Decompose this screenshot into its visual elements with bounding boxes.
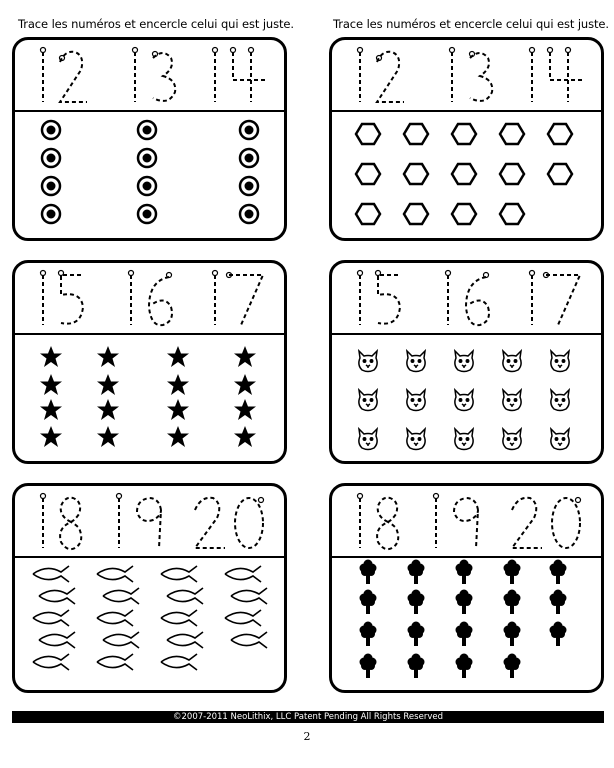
- tracing-numbers-row: [332, 263, 601, 335]
- counting-area: [15, 558, 284, 690]
- dashed-numbers-15-16-17: [15, 263, 284, 333]
- exercise-card-4: [329, 260, 604, 464]
- counting-area: [332, 112, 601, 238]
- tracing-numbers-row: [332, 486, 601, 558]
- exercise-card-1: [12, 37, 287, 241]
- instruction-text-right: Trace les numéros et encercle celui qui est juste.: [333, 17, 609, 31]
- instruction-text-left: Trace les numéros et encercle celui qui est juste.: [18, 17, 294, 31]
- counting-area: [332, 335, 601, 461]
- counting-area: [15, 335, 284, 461]
- exercise-card-2: [329, 37, 604, 241]
- cat-faces-group: [332, 335, 601, 461]
- trees-group: [332, 558, 601, 690]
- fish-group: [15, 558, 284, 690]
- dashed-numbers-18-19-20: [15, 486, 284, 556]
- hexagons-group: [332, 112, 601, 238]
- tracing-numbers-row: [15, 486, 284, 558]
- target-circles-group: [15, 112, 284, 238]
- copyright-footer: ©2007-2011 NeoLithix, LLC Patent Pending All Rights Reserved: [12, 711, 604, 723]
- dashed-numbers-12-13-14: [332, 40, 601, 110]
- exercise-card-3: [12, 260, 287, 464]
- dashed-numbers-15-16-17: [332, 263, 601, 333]
- exercise-card-5: [12, 483, 287, 693]
- page-number: 2: [303, 730, 311, 743]
- stars-group: [15, 335, 284, 461]
- dashed-numbers-12-13-14: [15, 40, 284, 110]
- dashed-numbers-18-19-20: [332, 486, 601, 556]
- tracing-numbers-row: [15, 40, 284, 112]
- tracing-numbers-row: [15, 263, 284, 335]
- tracing-numbers-row: [332, 40, 601, 112]
- exercise-card-6: [329, 483, 604, 693]
- counting-area: [332, 558, 601, 690]
- counting-area: [15, 112, 284, 238]
